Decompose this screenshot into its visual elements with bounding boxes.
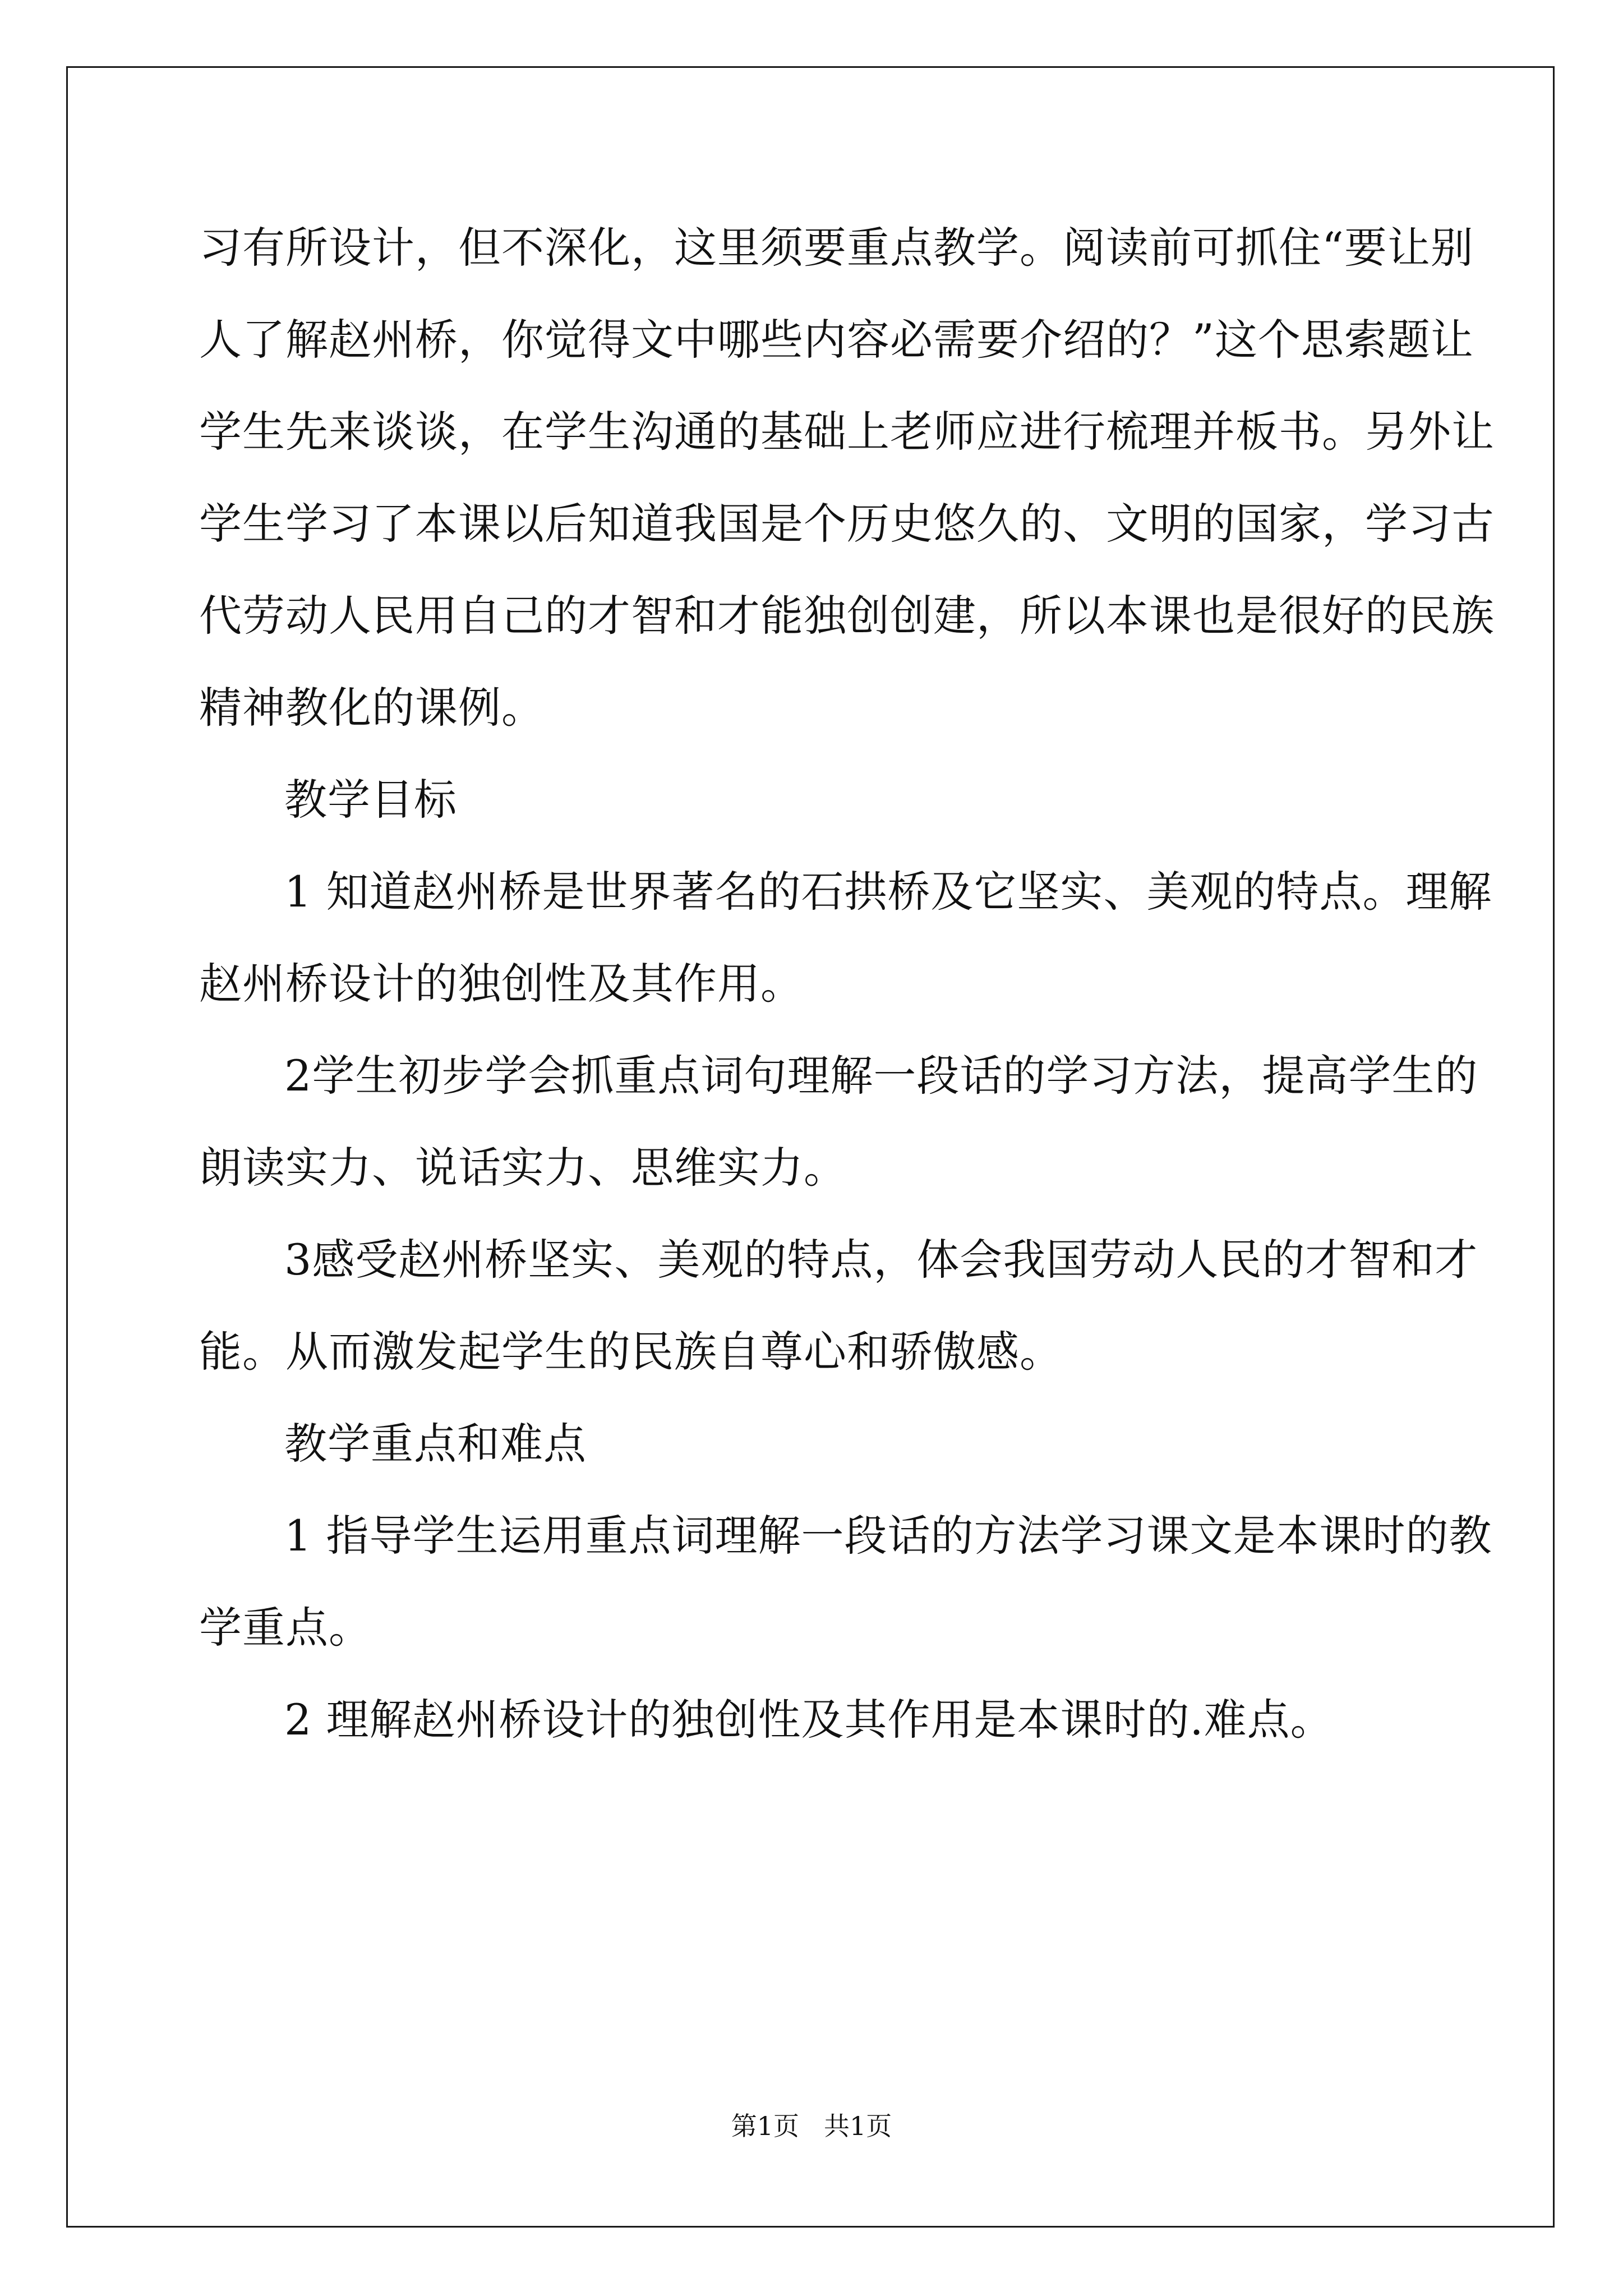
page-number: 第1页 — [731, 2111, 800, 2141]
text-line: 学生学习了本课以后知道我国是个历史悠久的、文明的国家，学习古 — [199, 499, 1495, 549]
text-line: 习有所设计，但不深化，这里须要重点教学。阅读前可抓住“要让别 — [199, 223, 1474, 273]
text-line: 学生先来谈谈，在学生沟通的基础上老师应进行梳理并板书。另外让 — [199, 407, 1495, 457]
page-total: 共1页 — [823, 2111, 892, 2141]
footer-spacer — [799, 2111, 824, 2141]
text-line: 精神教化的课例。 — [199, 683, 545, 733]
text-line: 朗读实力、说话实力、思维实力。 — [199, 1143, 847, 1193]
document-body — [199, 202, 1495, 1766]
text-line: 1 指导学生运用重点词理解一段话的方法学习课文是本课时的教 — [284, 1511, 1492, 1561]
text-line: 2学生初步学会抓重点词句理解一段话的学习方法，提高学生的 — [284, 1051, 1478, 1101]
text-line: 人了解赵州桥，你觉得文中哪些内容必需要介绍的？”这个思索题让 — [199, 315, 1474, 365]
text-line: 3感受赵州桥坚实、美观的特点，体会我国劳动人民的才智和才 — [284, 1235, 1478, 1285]
text-line: 代劳动人民用自己的才智和才能独创创建，所以本课也是很好的民族 — [199, 591, 1495, 641]
text-line: 2 理解赵州桥设计的独创性及其作用是本课时的.难点。 — [284, 1695, 1334, 1745]
page-footer — [0, 2109, 1623, 2143]
section-heading-key-points: 教学重点和难点 — [284, 1419, 587, 1469]
text-line: 学重点。 — [199, 1603, 372, 1653]
text-line: 赵州桥设计的独创性及其作用。 — [199, 959, 804, 1009]
text-line: 1 知道赵州桥是世界著名的石拱桥及它坚实、美观的特点。理解 — [284, 867, 1492, 917]
text-line: 能。从而激发起学生的民族自尊心和骄傲感。 — [199, 1327, 1063, 1377]
section-heading-objectives: 教学目标 — [284, 775, 457, 825]
